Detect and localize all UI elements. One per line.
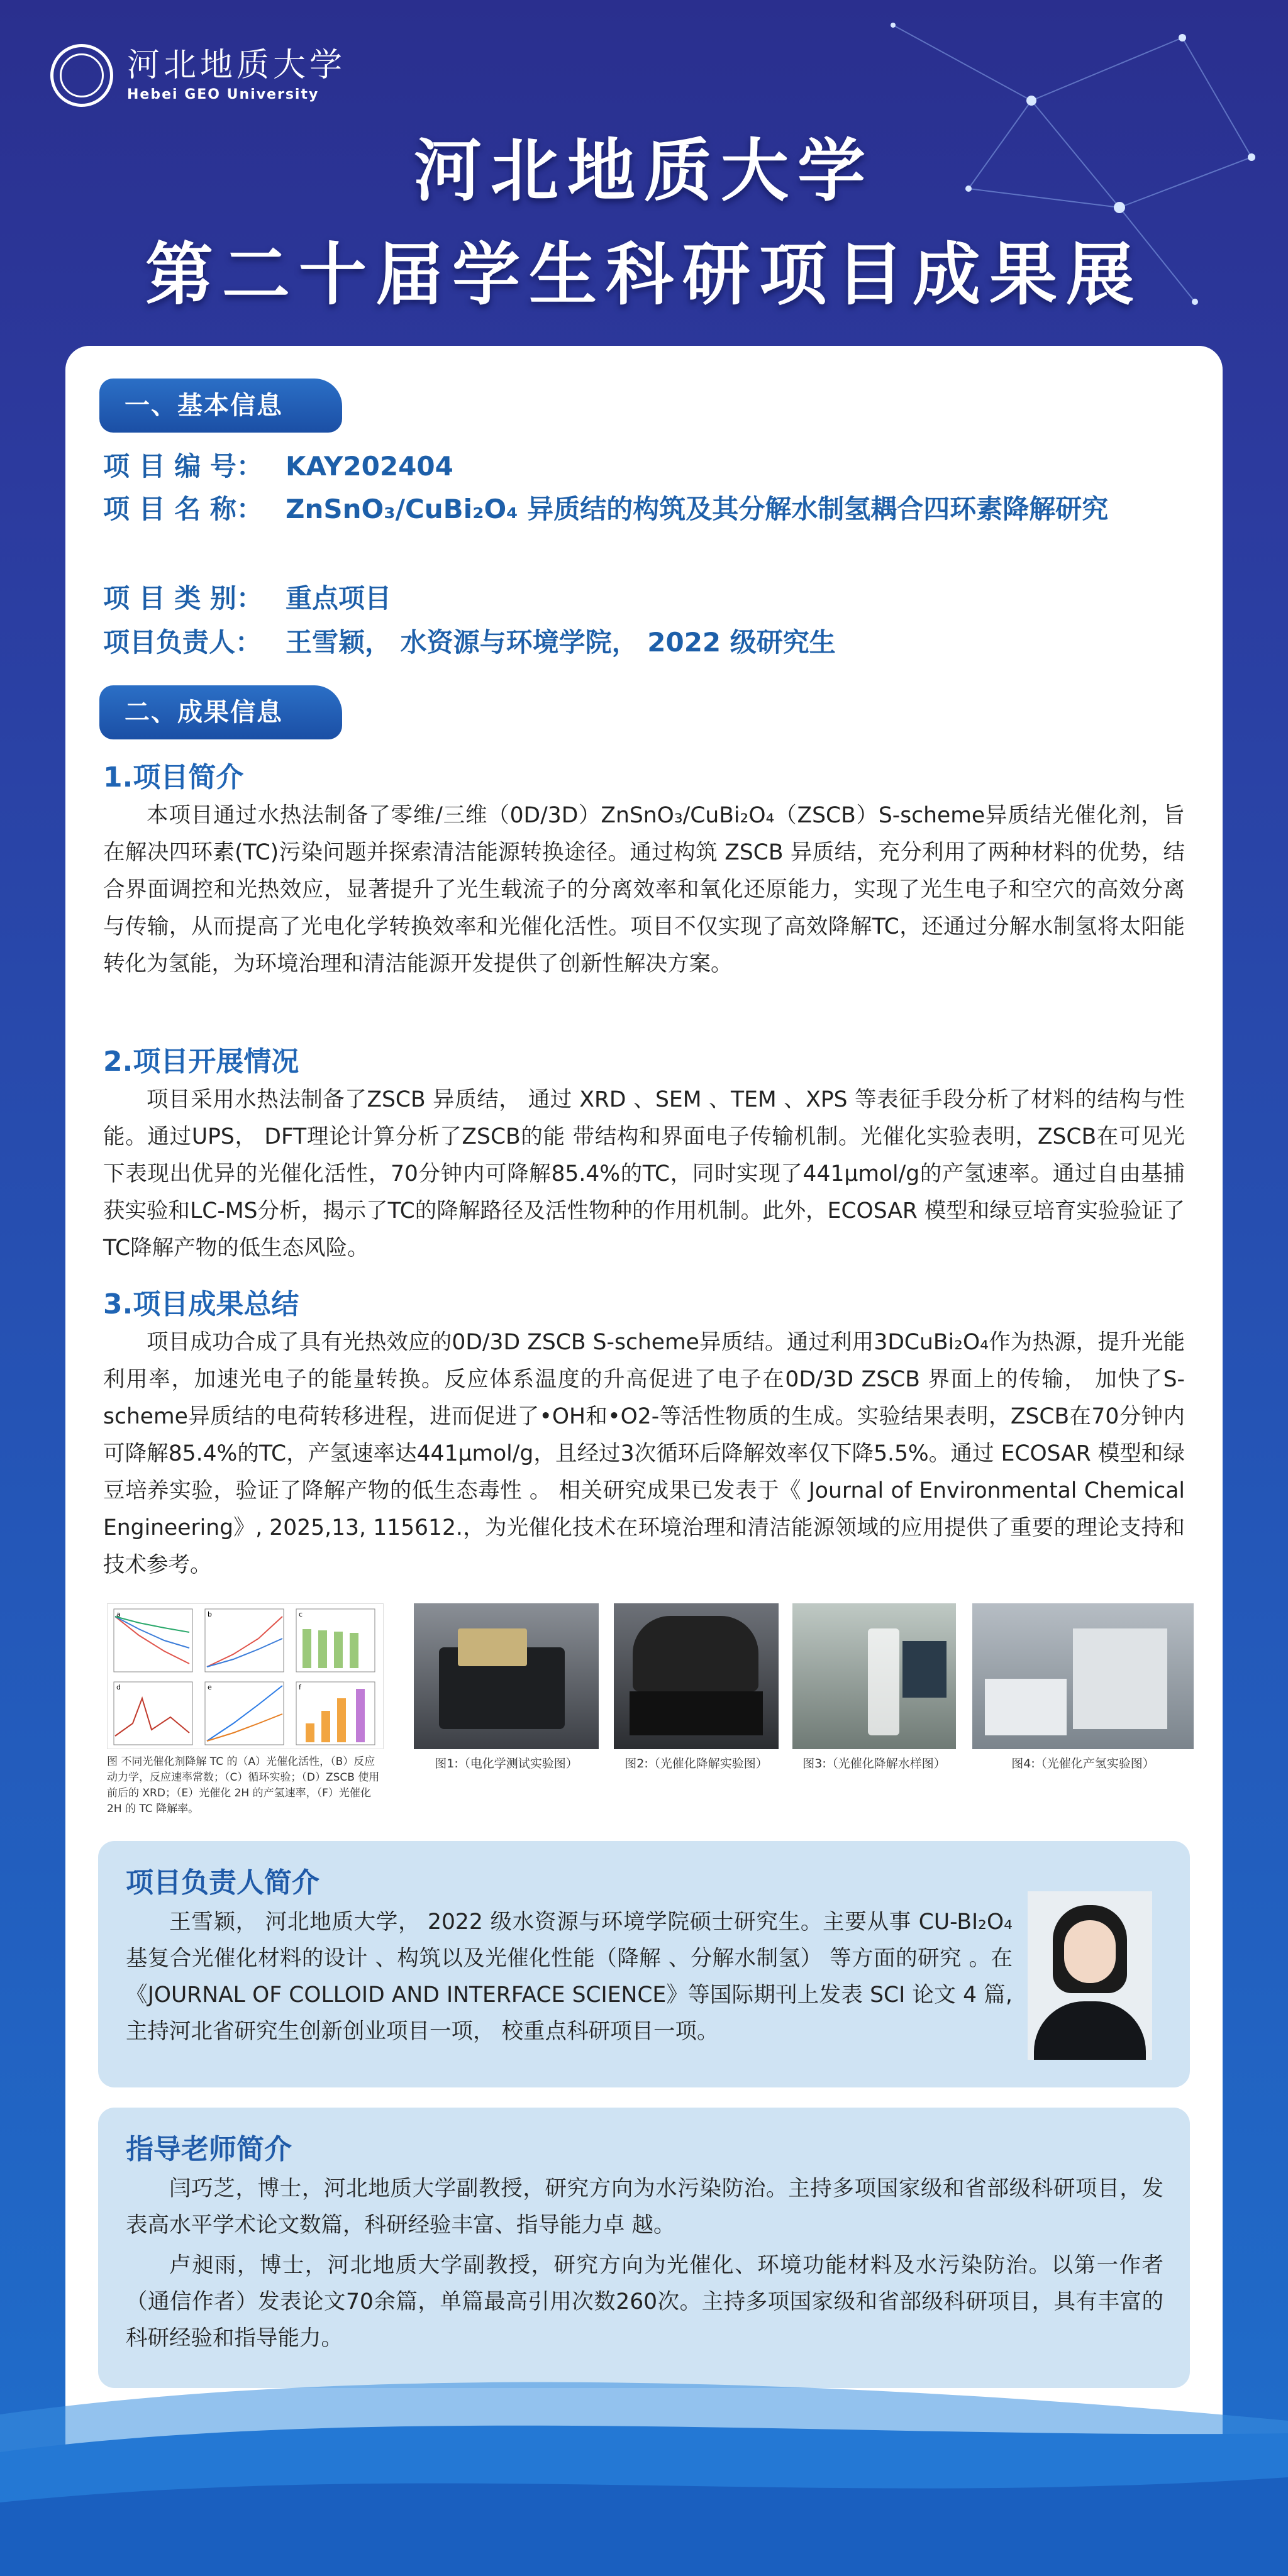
university-logo xyxy=(50,44,346,107)
results-chart-grid-graphic xyxy=(108,1604,384,1749)
section-2-title: 2.项目开展情况 xyxy=(103,1046,299,1078)
section-1-title: 1.项目简介 xyxy=(103,761,244,793)
poster-title-line1: 河北地质大学 xyxy=(413,132,874,211)
photo-hydrogen-production xyxy=(972,1603,1194,1749)
project-name-label: 项 目 名 称： xyxy=(103,494,263,524)
project-name: ZnSnO₃/CuBi₂O₄ 异质结的构筑及其分解水制氢耦合四环素降解研究 xyxy=(286,494,1109,524)
chart-panel-letter-b: b xyxy=(208,1610,212,1618)
photo-photocatalytic-degradation xyxy=(614,1603,779,1749)
chart-panel-letter-a: a xyxy=(116,1610,121,1618)
section-3-text: 项目成功合成了具有光热效应的0D/3D ZSCB S-scheme异质结。通过利用3DCuBi₂O₄作为热源，提升光能利用率，加速光电子的能量转换。反应体系温度的升高促进了电子在0D/3D ZSCB 界面上的传输， 加快了S-scheme异质结的电荷转移进程，进而促进了•OH和•O2-等活性物质的生成。实验结果表明，ZSCB在70分钟内可降解85.4%的TC，产氢速率达441μmol/g，且经过3次循环后降解效率仅下降5.5%。通过 ECOSAR 模型和绿豆培养实验，验证了降解产物的低生态毒性 。 相关研究成果已发表于《 Journal of Environmental Chemical Engineering》, 2025,13, 115612.，为光催化技术在环境治理和清洁能源领域的应用提供了重要的理论支持和技术参考。 xyxy=(103,1330,1185,1578)
leader-photo xyxy=(1028,1891,1152,2060)
photo-degradation-water-samples xyxy=(792,1603,956,1749)
section-3-title: 3.项目成果总结 xyxy=(103,1288,299,1320)
figures-row xyxy=(107,1603,1189,1830)
advisor-1-text: 闫巧芝，博士，河北地质大学副教授，研究方向为水污染防治。主持多项国家级和省部级科研项目，发表高水平学术论文数篇，科研经验丰富、指导能力卓 越。 xyxy=(126,2176,1163,2238)
advisor-2-text: 卢昶雨，博士，河北地质大学副教授，研究方向为光催化、环境功能材料及水污染防治。以第一作者（通信作者）发表论文70余篇，单篇最高引用次数260次。主持多项国家级和省部级科研项目，具有丰富的科研经验和指导能力。 xyxy=(126,2253,1163,2351)
content-panel xyxy=(65,346,1223,2484)
chart-panel-letter-e: e xyxy=(208,1683,212,1691)
figure-1-caption: 图1:（电化学测试实验图） xyxy=(435,1757,578,1771)
chart-panel-letter-d: d xyxy=(116,1683,121,1691)
poster-title-line2: 第二十届学生科研项目成果展 xyxy=(145,236,1143,314)
advisor-intro-title: 指导老师简介 xyxy=(126,2133,292,2165)
advisor-intro-box xyxy=(98,2108,1190,2388)
figure-3-caption: 图3:（光催化降解水样图） xyxy=(802,1757,946,1771)
bottom-wave-decoration xyxy=(0,2364,1288,2576)
section-tab-results: 二、成果信息 xyxy=(99,685,342,739)
chart-figure-caption: 图 不同光催化剂降解 TC 的（A）光催化活性，（B）反应动力学，反应速率常数；（C）循环实验；（D）ZSCB 使用前后的 XRD；（E）光催化 2H 的产氢速率，（F）光催化 2H 的 TC 降解率。 xyxy=(107,1755,380,1815)
project-number-label: 项 目 编 号： xyxy=(103,451,263,482)
section-tab-basic-info: 一、基本信息 xyxy=(99,379,342,433)
leader-intro-box xyxy=(98,1841,1190,2087)
section-1-text: 本项目通过水热法制备了零维/三维（0D/3D）ZnSnO₃/CuBi₂O₄（ZSCB）S-scheme异质结光催化剂，旨在解决四环素(TC)污染问题并探索清洁能源转换途径。通过构筑 ZSCB 异质结，充分利用了两种材料的优势，结合界面调控和光热效应，显著提升了光生载流子的分离效率和氧化还原能力，实现了光生电子和空穴的高效分离与传输，从而提高了光电化学转换效率和光催化活性。项目不仅实现了高效降解TC，还通过分解水制氢将太阳能转化为氢能，为环境治理和清洁能源开发提供了创新性解决方案。 xyxy=(103,803,1185,976)
results-chart-grid xyxy=(107,1603,384,1749)
section-2-text: 项目采用水热法制备了ZSCB 异质结， 通过 XRD 、SEM 、TEM 、XPS 等表征手段分析了材料的结构与性能。通过UPS， DFT理论计算分析了ZSCB的能 带结构和界面电子传输机制。光催化实验表明，ZSCB在可见光下表现出优异的光催化活性，70分钟内可降解85.4%的TC，同时实现了441μmol/g的产氢速率。通过自由基捕获实验和LC-MS分析，揭示了TC的降解路径及活性物种的作用机制。此外，ECOSAR 模型和绿豆培育实验验证了TC降解产物的低生态风险。 xyxy=(103,1087,1185,1261)
photo-electrochemical-test xyxy=(414,1603,599,1749)
project-leader-label: 项目负责人： xyxy=(103,627,262,658)
leader-intro-text: 王雪颖， 河北地质大学， 2022 级水资源与环境学院硕士研究生。主要从事 CU-BI₂O₄ 基复合光催化材料的设计 、构筑以及光催化性能（降解 、分解水制氢） 等方面的研究 。在《JOURNAL OF COLLOID AND INTERFACE SCIENCE》等国际期刊上发表 SCI 论文 4 篇,主持河北省研究生创新创业项目一项， 校重点科研项目一项。 xyxy=(126,1910,1013,2044)
university-seal-icon xyxy=(50,44,113,107)
project-number: KAY202404 xyxy=(286,451,453,482)
figure-2-caption: 图2:（光催化降解实验图） xyxy=(625,1757,768,1771)
project-category-row xyxy=(103,578,391,619)
chart-panel-letter-f: f xyxy=(299,1683,301,1691)
chart-panel-letter-c: c xyxy=(299,1610,303,1618)
project-leader-row xyxy=(103,622,836,663)
leader-intro-title: 项目负责人简介 xyxy=(126,1867,319,1899)
project-leader: 王雪颖， 水资源与环境学院， 2022 级研究生 xyxy=(286,627,836,658)
logo-english-name: Hebei GEO University xyxy=(127,86,319,102)
figure-4-caption: 图4:（光催化产氢实验图） xyxy=(1011,1757,1155,1771)
project-category: 重点项目 xyxy=(286,583,392,614)
logo-chinese-name: 河北地质大学 xyxy=(127,47,347,85)
project-category-label: 项 目 类 别： xyxy=(103,583,263,614)
project-number-row xyxy=(103,446,453,487)
